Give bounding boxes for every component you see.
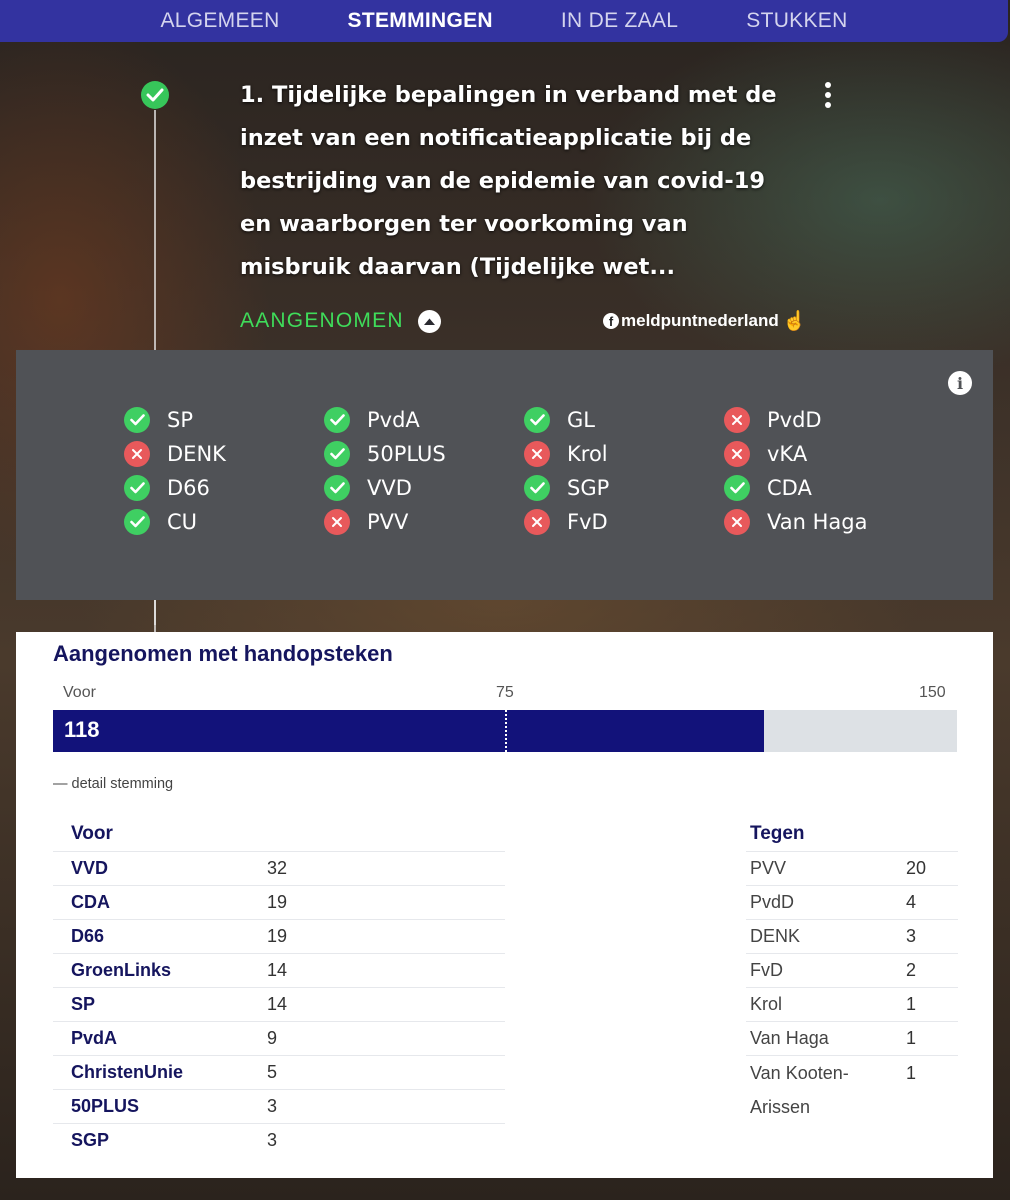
party-name: DENK bbox=[167, 442, 226, 466]
party-vote-item bbox=[124, 437, 324, 471]
party-vote-item bbox=[524, 471, 724, 505]
party-name: Van Haga bbox=[750, 1028, 829, 1048]
party-name: PVV bbox=[750, 858, 787, 878]
watermark bbox=[603, 309, 806, 333]
cross-icon bbox=[724, 441, 750, 467]
tab-algemeen[interactable]: ALGEMEEN bbox=[160, 9, 280, 32]
check-icon bbox=[141, 81, 169, 109]
party-name: SP bbox=[167, 408, 193, 432]
seat-count: 9 bbox=[267, 1028, 278, 1048]
cross-icon bbox=[524, 441, 550, 467]
party-vote-item bbox=[124, 505, 324, 539]
party-vote-item bbox=[124, 471, 324, 505]
party-name: ChristenUnie bbox=[71, 1062, 184, 1082]
pointer-hand-icon: ☝ bbox=[782, 311, 807, 332]
table-row bbox=[53, 1055, 505, 1089]
info-icon[interactable]: i bbox=[948, 371, 972, 395]
result-title: Aangenomen met handopsteken bbox=[53, 641, 393, 666]
table-row bbox=[53, 1021, 505, 1055]
scale-majority-label: 75 bbox=[496, 684, 514, 701]
table-row bbox=[746, 987, 958, 1021]
party-name: SP bbox=[71, 994, 96, 1014]
seat-count: 32 bbox=[267, 858, 288, 878]
vote-bar bbox=[53, 710, 957, 752]
party-vote-item bbox=[724, 505, 924, 539]
tab-stukken[interactable]: STUKKEN bbox=[746, 9, 848, 32]
seat-count: 4 bbox=[906, 892, 917, 912]
party-name: Van Kooten- Arissen bbox=[750, 1063, 849, 1117]
table-row bbox=[746, 851, 958, 885]
party-name: PvdD bbox=[750, 892, 795, 912]
party-name: VVD bbox=[71, 858, 109, 878]
chevron-up-icon[interactable] bbox=[418, 310, 441, 333]
check-icon bbox=[324, 441, 350, 467]
top-navigation bbox=[0, 0, 1008, 42]
cross-icon bbox=[724, 509, 750, 535]
table-row bbox=[53, 919, 505, 953]
party-name: GL bbox=[567, 408, 595, 432]
check-icon bbox=[124, 407, 150, 433]
party-name: DENK bbox=[750, 926, 801, 946]
seat-count: 5 bbox=[267, 1062, 278, 1082]
voor-total: 118 bbox=[64, 717, 100, 742]
party-vote-item bbox=[124, 403, 324, 437]
cross-icon bbox=[124, 441, 150, 467]
seat-count: 20 bbox=[906, 858, 927, 878]
table-row bbox=[53, 885, 505, 919]
seat-count: 2 bbox=[906, 960, 917, 980]
party-vote-item bbox=[724, 403, 924, 437]
voor-column bbox=[53, 817, 505, 1157]
more-options-icon[interactable] bbox=[818, 80, 838, 110]
table-row bbox=[53, 953, 505, 987]
detail-stemming-toggle[interactable]: — detail stemming bbox=[53, 776, 174, 792]
cross-icon bbox=[724, 407, 750, 433]
party-name: Krol bbox=[567, 442, 608, 466]
result-status: AANGENOMEN bbox=[240, 309, 404, 332]
seat-count: 3 bbox=[267, 1096, 278, 1116]
party-name: CDA bbox=[767, 476, 812, 500]
party-vote-item bbox=[724, 471, 924, 505]
seat-count: 3 bbox=[906, 926, 917, 946]
party-name: FvD bbox=[750, 960, 783, 980]
seat-count: 3 bbox=[267, 1130, 278, 1150]
check-icon bbox=[724, 475, 750, 501]
table-row bbox=[53, 1123, 505, 1157]
table-row bbox=[53, 851, 505, 885]
table-row bbox=[746, 919, 958, 953]
party-name: FvD bbox=[567, 510, 608, 534]
vote-result-card bbox=[16, 632, 993, 1178]
party-vote-item bbox=[324, 471, 524, 505]
party-name: D66 bbox=[167, 476, 210, 500]
seat-count: 19 bbox=[267, 892, 288, 912]
party-name: PVV bbox=[367, 510, 409, 534]
cross-icon bbox=[324, 509, 350, 535]
party-name: vKA bbox=[767, 442, 808, 466]
party-name: PvdA bbox=[71, 1028, 118, 1048]
check-icon bbox=[524, 475, 550, 501]
party-vote-item bbox=[524, 437, 724, 471]
check-icon bbox=[324, 475, 350, 501]
tegen-column bbox=[746, 817, 958, 1123]
timeline-line-lower bbox=[154, 600, 156, 632]
party-vote-panel bbox=[16, 350, 993, 600]
party-name: D66 bbox=[71, 926, 105, 946]
cross-icon bbox=[524, 509, 550, 535]
table-row bbox=[53, 1089, 505, 1123]
motion-title: 1. Tijdelijke bepalingen in verband met de inzet van een notificatieapplicatie bij de bestrijding van de epidemie van covid-19 en waarborgen ter voorkoming van misbruik daarvan (Tijdelijke wet... bbox=[240, 82, 777, 280]
party-vote-grid bbox=[124, 403, 924, 539]
check-icon bbox=[524, 407, 550, 433]
seat-count: 14 bbox=[267, 960, 288, 980]
party-name: 50PLUS bbox=[71, 1096, 140, 1116]
tab-stemmingen[interactable]: STEMMINGEN bbox=[347, 9, 493, 32]
party-name: PvdA bbox=[367, 408, 420, 432]
facebook-icon: f bbox=[603, 313, 619, 329]
vote-bar-fill bbox=[53, 710, 764, 752]
seat-count: 19 bbox=[267, 926, 288, 946]
party-name: Krol bbox=[750, 994, 783, 1014]
seat-count: 1 bbox=[906, 1063, 917, 1083]
check-icon bbox=[124, 509, 150, 535]
scale-max-label: 150 bbox=[919, 684, 946, 701]
party-name: PvdD bbox=[767, 408, 822, 432]
party-name: GroenLinks bbox=[71, 960, 172, 980]
party-vote-item bbox=[524, 505, 724, 539]
party-name: CU bbox=[167, 510, 198, 534]
seat-count: 14 bbox=[267, 994, 288, 1014]
scale-voor-label: Voor bbox=[63, 684, 96, 701]
party-vote-item bbox=[724, 437, 924, 471]
voor-header: Voor bbox=[71, 823, 113, 844]
check-icon bbox=[324, 407, 350, 433]
watermark-text: meldpuntnederland bbox=[621, 311, 779, 330]
seat-count: 1 bbox=[906, 1028, 917, 1048]
party-name: Van Haga bbox=[767, 510, 868, 534]
table-row bbox=[746, 1021, 958, 1055]
party-vote-item bbox=[324, 403, 524, 437]
table-row bbox=[746, 953, 958, 987]
tab-in-de-zaal[interactable]: IN DE ZAAL bbox=[560, 9, 679, 32]
majority-line bbox=[505, 710, 507, 752]
table-row bbox=[53, 987, 505, 1021]
party-name: SGP bbox=[567, 476, 610, 500]
party-name: SGP bbox=[71, 1130, 110, 1150]
table-row bbox=[746, 885, 958, 919]
motion-result bbox=[240, 304, 441, 338]
table-row bbox=[746, 1055, 958, 1123]
party-name: CDA bbox=[71, 892, 110, 912]
party-vote-item bbox=[524, 403, 724, 437]
party-vote-item bbox=[324, 505, 524, 539]
tegen-header: Tegen bbox=[750, 823, 805, 844]
party-vote-item bbox=[324, 437, 524, 471]
party-name: VVD bbox=[367, 476, 412, 500]
check-icon bbox=[124, 475, 150, 501]
party-name: 50PLUS bbox=[367, 442, 446, 466]
seat-count: 1 bbox=[906, 994, 917, 1014]
